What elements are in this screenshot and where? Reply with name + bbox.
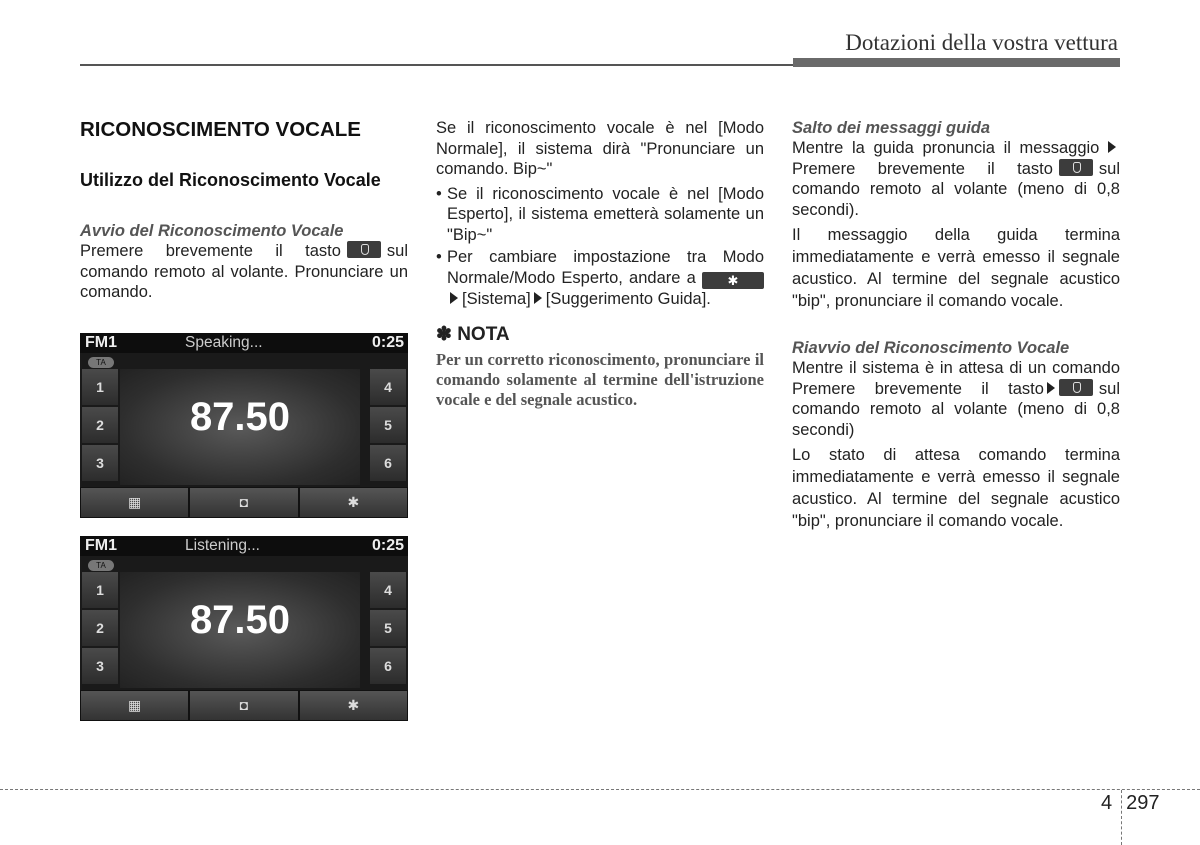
paragraph-text: Premere brevemente il tasto [80,242,341,260]
italic-heading-avvio: Avvio del Riconoscimento Vocale [80,222,344,240]
frequency-panel [120,572,360,688]
screen-topbar [80,536,408,556]
footer-vertical-dash [1121,790,1122,845]
column-3 [792,118,1120,536]
frequency-display: 87.50 [189,395,291,439]
arrow-right-icon [1047,382,1055,394]
ta-badge: TA [88,357,114,368]
status-label: Listening... [185,537,260,554]
paragraph-salto [792,138,1120,220]
arrow-right-icon [450,292,458,304]
bullet-dot: • [436,184,442,203]
preset-button[interactable]: 4 [370,572,406,608]
preset-button[interactable]: 3 [82,445,118,481]
voice-key-icon [1059,159,1093,176]
ta-badge: TA [88,560,114,571]
bullet-text-part: [Suggerimento Guida]. [545,289,711,308]
presets-right [370,572,406,686]
gear-icon[interactable]: ✱ [300,691,407,720]
italic-heading-salto: Salto dei messaggi guida [792,119,991,137]
italic-heading-riavvio: Riavvio del Riconoscimento Vocale [792,339,1070,357]
frequency-panel [120,369,360,485]
preset-button[interactable]: 5 [370,407,406,443]
presets-left [82,572,118,686]
nota-title: ✽ NOTA [436,324,510,345]
header-title: Dotazioni della vostra vettura [845,30,1118,55]
preset-button[interactable]: 2 [82,610,118,646]
radio-screen-speaking [80,333,408,518]
column-2 [436,118,764,410]
time-label: 0:25 [371,537,404,554]
preset-button[interactable]: 6 [370,648,406,684]
paragraph-text: Mentre il sistema è in attesa di un comando Premere brevemente il tasto [792,359,1120,398]
voice-key-icon [1059,379,1093,396]
bullet-dot: • [436,248,442,266]
paragraph-avvio [80,241,408,303]
paragraph-text: sul comando remoto al volante (meno di 0,8 secondi) [792,379,1120,439]
bullet-text [447,247,764,309]
column-1 [80,118,408,307]
time-label: 0:25 [371,334,404,351]
header-bar [793,58,1120,67]
paragraph-text: sul comando remoto al volante (meno di 0,8 secondi). [792,159,1120,219]
bullet-text-part: Per cambiare impostazione tra Modo Normale/Modo Esperto, andare a [447,248,764,287]
preset-button[interactable]: 3 [82,648,118,684]
nota-body: Per un corretto riconoscimento, pronunciare il comando solamente al termine dell'istruzione vocale e del segnale acustico. [436,350,764,409]
preset-button[interactable]: 4 [370,369,406,405]
radio-scan-icon[interactable]: ◘ [190,691,297,720]
gear-key-icon: ✱ [702,272,764,289]
bullet-text: Se il riconoscimento vocale è nel [Modo Esperto], il sistema emetterà solamente un "Bip~" [447,184,764,244]
arrow-right-icon [1108,141,1116,153]
page-count: 297 [1126,792,1160,814]
bullet-text-part: [Sistema] [462,289,531,308]
paragraph-text: Mentre la guida pronuncia il messaggio [792,139,1100,157]
section-title: RICONOSCIMENTO VOCALE [80,118,361,141]
subsection-title: Utilizzo del Riconoscimento Vocale [80,170,381,190]
preset-button[interactable]: 2 [82,407,118,443]
preset-button[interactable]: 5 [370,610,406,646]
bullet-modo-esperto [436,184,764,246]
footer-dash-line [0,789,1200,790]
bullet-cambiare-impostazione [436,247,764,309]
voice-key-icon [347,241,381,258]
arrow-right-icon [534,292,542,304]
presets-right [370,369,406,483]
screen-topbar [80,333,408,353]
screen-bottombar [80,690,408,721]
radio-scan-icon[interactable]: ◘ [190,488,297,517]
gear-icon[interactable]: ✱ [300,488,407,517]
paragraph-modo-normale: Se il riconoscimento vocale è nel [Modo Normale], il sistema dirà "Pronunciare un comando. Bip~" [436,119,764,178]
preset-button[interactable]: 6 [370,445,406,481]
chapter-number: 4 [1101,792,1113,814]
radio-screen-listening [80,536,408,721]
paragraph-riavvio [792,358,1120,440]
presets-left [82,369,118,483]
status-label: Speaking... [185,334,263,351]
band-label: FM1 [85,334,117,351]
frequency-display: 87.50 [189,598,291,642]
preset-button[interactable]: 1 [82,369,118,405]
radio-list-icon[interactable]: ▦ [81,691,188,720]
screen-bottombar [80,487,408,518]
paragraph-text: Premere brevemente il tasto [792,159,1053,178]
page-number [1101,792,1160,815]
radio-list-icon[interactable]: ▦ [81,488,188,517]
paragraph-text: sul comando remoto al volante. Pronunciare un comando. [80,242,408,301]
paragraph-termina: Il messaggio della guida termina immediatamente e verrà emesso il segnale acustico. Al termine del segnale acustico "bip", pronunciare il comando vocale. [792,226,1120,310]
preset-button[interactable]: 1 [82,572,118,608]
paragraph-attesa: Lo stato di attesa comando termina immediatamente e verrà emesso il segnale acustico. Al termine del segnale acustico "bip", pronunciare il comando vocale. [792,446,1120,530]
band-label: FM1 [85,537,117,554]
